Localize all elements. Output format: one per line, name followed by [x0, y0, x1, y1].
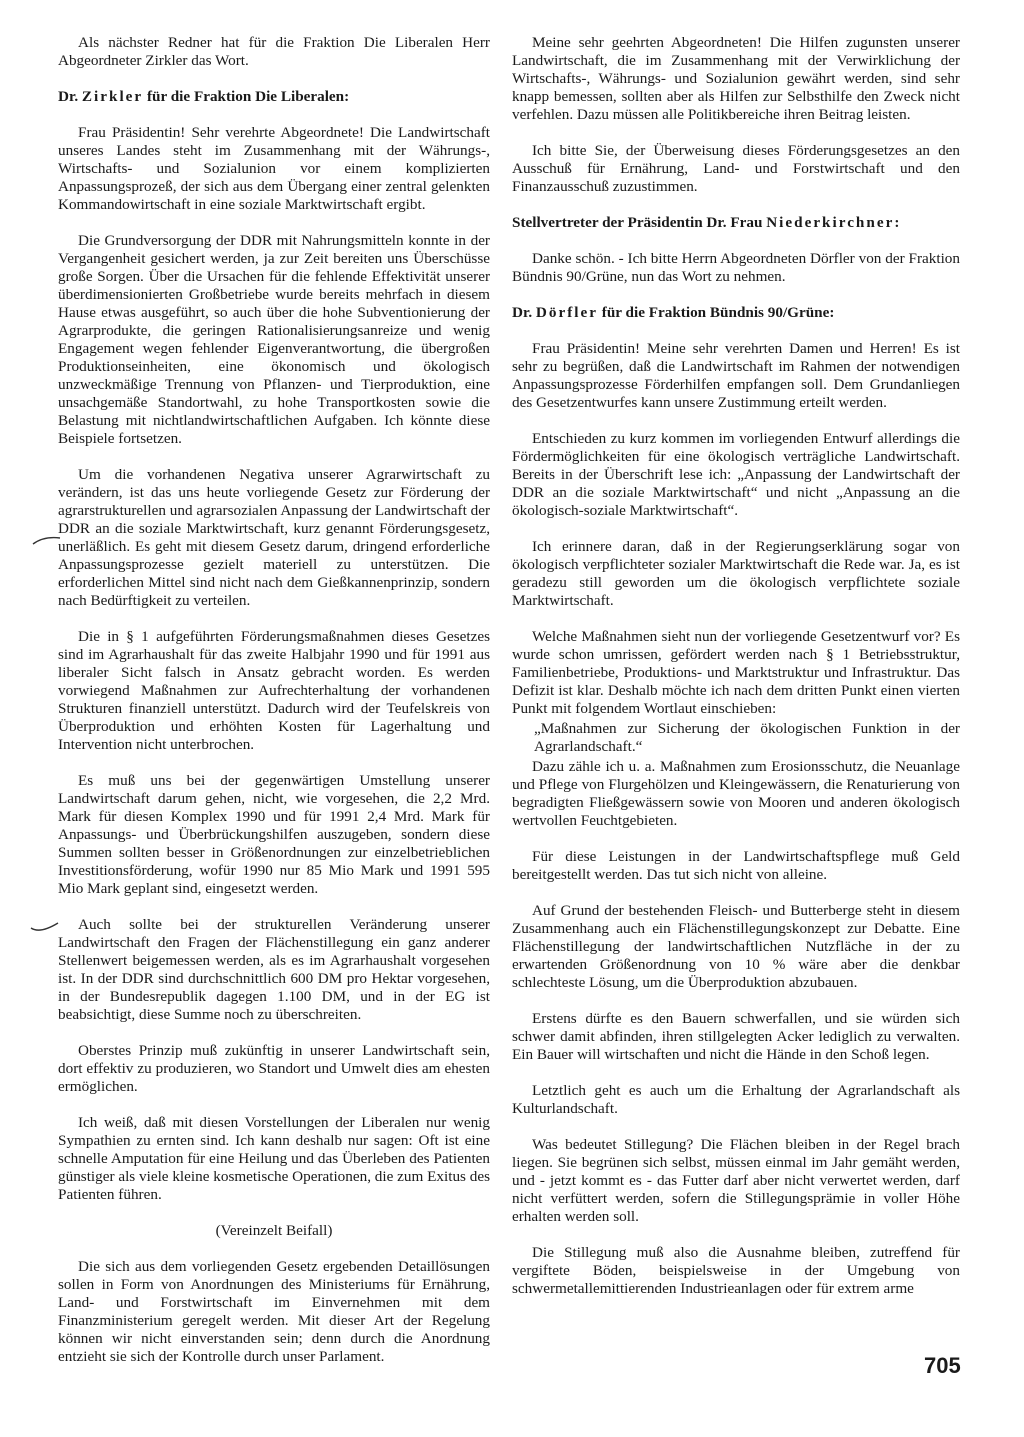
paragraph: Entschieden zu kurz kommen im vorliegenden Entwurf allerdings die Fördermöglichkeiten für eine ökologisch verträgliche Landwirtschaft. Bereits in der Überschrift lese ich: „Anpassung der Landwirtschaft der DDR an die soziale Marktwirtschaft“ und nicht „Anpassung an die ökologisch-soziale Marktwirtschaft“. — [512, 430, 960, 519]
paragraph: Als nächster Redner hat für die Fraktion Die Liberalen Herr Abgeordneter Zirkler das Wort. — [58, 34, 490, 69]
paragraph: Was bedeutet Stillegung? Die Flächen bleiben in der Regel brach liegen. Sie begrünen sich selbst, müssen einmal im Jahr gemäht werden, und - jetzt kommt es - das Futter darf aber nicht verwertet werden, darf nicht verfüttert werden, sofern die Stillegungsprämie in voller Höhe erhalten werden soll. — [512, 1136, 960, 1225]
pencil-mark — [30, 920, 60, 936]
pencil-mark — [32, 532, 62, 548]
paragraph: Letztlich geht es auch um die Erhaltung der Agrarlandschaft als Kulturlandschaft. — [512, 1082, 960, 1117]
paragraph: Auch sollte bei der strukturellen Veränderung unserer Landwirtschaft den Fragen der Flächenstillegung ein ganz anderer Stellenwert beigemessen werden, als es im Agrarhaushalt vorgesehen ist. In der DDR sind durchschnittlich 600 DM pro Hektar vorgesehen, in der Bundesrepublik dagegen 1.100 DM, und in der EG ist beabsichtigt, diese Summe noch zu überschreiten. — [58, 916, 490, 1023]
quotation: „Maßnahmen zur Sicherung der ökologischen Funktion in der Agrarlandschaft.“ — [534, 720, 960, 755]
speaker-heading: Dr. Zirkler für die Fraktion Die Liberalen: — [58, 88, 350, 105]
paragraph: Die Stillegung muß also die Ausnahme bleiben, zutreffend für vergiftete Böden, beispielsweise in der Umgebung von schwermetallemittierenden Industrieanlagen oder für extrem arme — [512, 1244, 960, 1297]
paragraph: Die sich aus dem vorliegenden Gesetz ergebenden Detaillösungen sollen in Form von Anordnungen des Ministeriums für Ernährung, Land- und Forstwirtschaft im Einvernehmen mit dem Finanzministerium geregelt werden. Mit dieser Art der Regelung können wir nicht einverstanden sein; denn durch die Anordnung entzieht sie sich der Kontrolle durch unser Parlament. — [58, 1258, 490, 1365]
speaker-name: Zirkler — [81, 88, 144, 105]
interjection: (Vereinzelt Beifall) — [215, 1222, 333, 1239]
paragraph: Um die vorhandenen Negativa unserer Agrarwirtschaft zu verändern, ist das uns heute vorliegende Gesetz zur Förderung der agrarstrukturellen und agrarsozialen Anpassung der Landwirtschaft der DDR an die soziale Marktwirtschaft, kurz genannt Förderungsgesetz, unerläßlich. Es geht mit diesem Gesetz darum, dringend erforderliche Anpassungsprozesse gezielt materiell zu unterstützen. Die erforderlichen Mittel sind nicht nach dem Gießkannenprinzip, sondern nach Bedürftigkeit zu verteilen. — [58, 466, 490, 609]
paragraph: Erstens dürfte es den Bauern schwerfallen, und sie würden sich schwer damit abfinden, ihren stillgelegten Acker lediglich zu verwalten. Ein Bauer will wirtschaften und nicht die Hände in den Schoß legen. — [512, 1010, 960, 1063]
paragraph: Es muß uns bei der gegenwärtigen Umstellung unserer Landwirtschaft darum gehen, nicht, wie vorgesehen, die 2,2 Mrd. Mark für diesen Komplex 1990 und für 1991 2,4 Mrd. Mark für Anpassungs- und Überbrückungshilfen auszugeben, sondern diese Summen sollten besser in Größenordnungen zur einzelbetrieblichen Investitionsförderung, wofür 1990 nur 85 Mio Mark und 1991 595 Mio Mark geplant sind, eingesetzt werden. — [58, 772, 490, 897]
paragraph: Ich bitte Sie, der Überweisung dieses Förderungsgesetzes an den Ausschuß für Ernährung, Land- und Forstwirtschaft und den Finanzausschuß zuzustimmen. — [512, 142, 960, 195]
paragraph: Frau Präsidentin! Meine sehr verehrten Damen und Herren! Es ist sehr zu begrüßen, daß die Landwirtschaft im Rahmen der notwendigen Anpassungsprozesse Förderhilfen empfangen soll. Dem Grundanliegen des Gesetzentwurfes kann unsere Zustimmung erteilt werden. — [512, 340, 960, 411]
paragraph: Danke schön. - Ich bitte Herrn Abgeordneten Dörfler von der Fraktion Bündnis 90/Grüne, nun das Wort zu nehmen. — [512, 250, 960, 285]
paragraph: Dazu zähle ich u. a. Maßnahmen zum Erosionsschutz, die Neuanlage und Pflege von Flurgehölzen und Kleingewässern, die Renaturierung von begradigten Fließgewässern sowie von Mooren und anderen ökologisch wertvollen Feuchtgebieten. — [512, 758, 960, 829]
speaker-name: Dörfler — [535, 304, 598, 321]
paragraph: Meine sehr geehrten Abgeordneten! Die Hilfen zugunsten unserer Landwirtschaft, die im Zusammenhang mit der Verwirklichung der Wirtschafts-, Währungs- und Sozialunion gewährt werden, sind sehr knapp bemessen, sollten aber als Hilfen zur Selbsthilfe den Zweck nicht verfehlen. Dazu müssen alle Politikbereiche ihren Beitrag leisten. — [512, 34, 960, 123]
paragraph: Für diese Leistungen in der Landwirtschaftspflege muß Geld bereitgestellt werden. Das tut sich nicht von alleine. — [512, 848, 960, 883]
paragraph: Die in § 1 aufgeführten Förderungsmaßnahmen dieses Gesetzes sind im Agrarhaushalt für das zweite Halbjahr 1990 und für 1991 aus liberaler Sicht falsch in Ansatz gebracht worden. Es werden vorwiegend Maßnahmen zur Aufrechterhaltung der vorhandenen Strukturen finanziell unterstützt. Dadurch wird der Teufelskreis von Überproduktion und erhöhten Kosten für Lagerhaltung und Intervention nicht unterbrochen. — [58, 628, 490, 753]
paragraph: Oberstes Prinzip muß zukünftig in unserer Landwirtschaft sein, dort effektiv zu produzieren, wo Standort und Umwelt dies am ehesten ermöglichen. — [58, 1042, 490, 1095]
speaker-heading: Stellvertreter der Präsidentin Dr. Frau Niederkirchner: — [512, 214, 900, 231]
paragraph: Ich erinnere daran, daß in der Regierungserklärung sogar von ökologisch verpflichteter sozialer Marktwirtschaft die Rede war. Ja, es ist geradezu still geworden um die ökologisch verpflichtete soziale Marktwirtschaft. — [512, 538, 960, 609]
speaker-heading: Dr. Dörfler für die Fraktion Bündnis 90/Grüne: — [512, 304, 835, 321]
paragraph: Auf Grund der bestehenden Fleisch- und Butterberge steht in diesem Zusammenhang auch ein Flächenstillegungskonzept zur Debatte. Eine Flächenstillegung der landwirtschaftlichen Nutzfläche in der zu erwartenden Größenordnung von 10 % wäre aber die denkbar schlechteste Lösung, um die Überproduktion abzubauen. — [512, 902, 960, 991]
speaker-name: Niederkirchner — [766, 214, 895, 231]
paragraph: Ich weiß, daß mit diesen Vorstellungen der Liberalen nur wenig Sympathien zu ernten sind. Ich kann deshalb nur sagen: Oft ist eine schnelle Amputation für eine Heilung und das Überleben des Patienten günstiger als viele kleine kosmetische Operationen, die zum Exitus des Patienten führen. — [58, 1114, 490, 1203]
paragraph: Die Grundversorgung der DDR mit Nahrungsmitteln konnte in der Vergangenheit gesichert werden, ja zur Zeit bereiten uns Überschüsse große Sorgen. Über die Ursachen für die fehlende Effektivität unserer überdimensionierten Großbetriebe wurde bereits mehrfach in diesem Hause etwas ausgeführt, so auch über die hohe Subventionierung der Agrarprodukte, die geringen Rationalisierungsanreize und wenig Engagement wegen fehlender Eigenverantwortung, die übergroßen Produktionseinheiten, eine ökonomisch und ökologisch unzweckmäßige Trennung von Pflanzen- und Tierproduktion, eine unsachgemäße Standortwahl, zu hohe Transportkosten sowie die Belastung mit nichtlandwirtschaftlichen Aufgaben. Ich könnte diese Beispiele fortsetzen. — [58, 232, 490, 447]
right-column — [512, 34, 960, 1316]
paragraph: Frau Präsidentin! Sehr verehrte Abgeordnete! Die Landwirtschaft unseres Landes steht im Zusammenhang mit der Währungs-, Wirtschafts- und Sozialunion vor einem komplizierten Anpassungsprozeß, der sich aus dem Übergang einer zentral gelenkten Kommandowirtschaft in eine soziale Marktwirtschaft ergibt. — [58, 124, 490, 213]
paragraph: Welche Maßnahmen sieht nun der vorliegende Gesetzentwurf vor? Es wurde schon umrissen, gefördert werden nach § 1 Betriebsstruktur, Familienbetriebe, Produktions- und Marktstruktur und Infrastruktur. Das Defizit ist klar. Deshalb möchte ich nach dem dritten Punkt einen vierten Punkt mit folgendem Wortlaut einschieben: — [512, 628, 960, 717]
left-column — [58, 34, 490, 1384]
page-number: 705 — [924, 1353, 961, 1378]
